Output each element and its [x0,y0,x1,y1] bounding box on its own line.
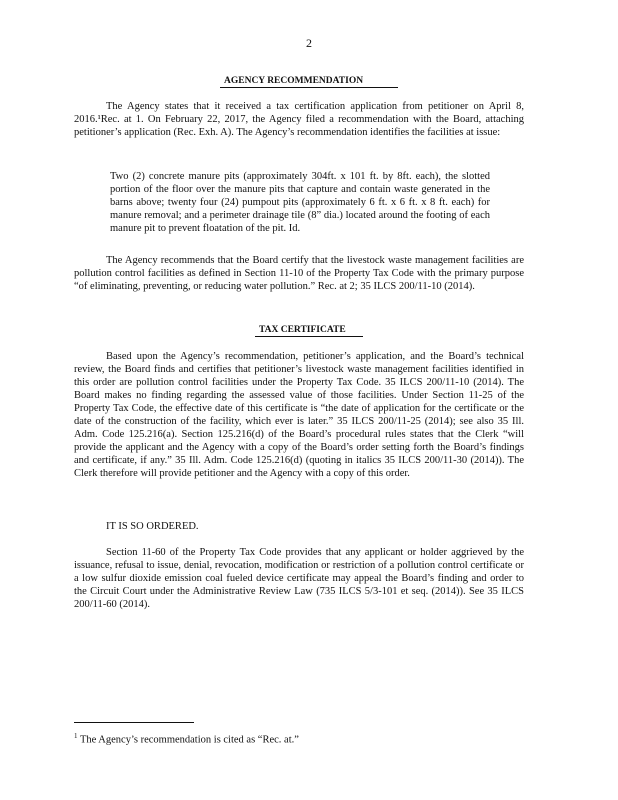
paragraph-agency-intro: The Agency states that it received a tax certification application from petitioner on April 8, 2016.¹Rec. at 1. On February 22, 2017, the Agency filed a recommendation with the Board, attaching petitioner’s application (Rec. Exh. A). The Agency’s recommendation identifies the facilities at issue: [74,101,524,138]
page-number: 2 [306,36,312,50]
footnote [74,730,544,747]
paragraph-appeal: Section 11-60 of the Property Tax Code provides that any applicant or holder aggrieved by the issuance, refusal to issue, denial, revocation, modification or restriction of a pollution control certificate or a low sulfur dioxide emission coal fueled device certificate may appeal the Board’s finding and order to the Circuit Court under the Administrative Review Law (735 ILCS 5/3-101 et seq. (2014)). See 35 ILCS 200/11-60 (2014). [74,547,524,610]
footnote-marker: 1 [74,732,78,740]
footnote-text: The Agency’s recommendation is cited as “Rec. at.” [79,734,299,746]
paragraph-agency-recommends: The Agency recommends that the Board certify that the livestock waste management facilities are pollution control facilities as defined in Section 11-10 of the Property Tax Code with the primary purpose “of eliminating, preventing, or reducing water pollution.” Rec. at 2; 35 ILCS 200/11-10 (2014). [74,255,524,292]
paragraph-tax-certificate: Based upon the Agency’s recommendation, petitioner’s application, and the Board’s technical review, the Board finds and certifies that petitioner’s livestock waste management facilities identified in this order are pollution control facilities under the Property Tax Code. 35 ILCS 200/11-10 (2014). The Board makes no finding regarding the assessed value of those facilities. Under Section 11-25 of the Property Tax Code, the effective date of this certificate is “the date of application for the certificate or the date of the construction of the facility, which ever is later.” 35 ILCS 200/11-25 (2014); see also 35 Ill. Adm. Code 125.216(a). Section 125.216(d) of the Board’s procedural rules states that the Clerk “will provide the applicant and the Agency with a copy of the Board’s order setting forth the Board’s findings and certificate, if any.” 35 Ill. Adm. Code 125.216(d) (quoting in italics 35 ILCS 200/11-30 (2014)). The Clerk therefore will provide petitioner and the Agency with a copy of this order. [74,351,524,479]
heading-tax-text: TAX CERTIFICATE [255,325,363,337]
heading-agency-recommendation [0,76,618,88]
block-quote-facilities: Two (2) concrete manure pits (approximately 304ft. x 101 ft. by 8ft. each), the slotted portion of the floor over the manure pits that capture and contain waste generated in the barns above; twenty four (24) pumpout pits (approximately 6 ft. x 6 ft. x 8 ft. each) for manure removal; and a perimeter drainage tile (8” dia.) located around the footing of each manure pit to prevent floatation of the pit. Id. [110,171,490,234]
heading-tax-certificate [0,325,618,337]
heading-agency-text: AGENCY RECOMMENDATION [220,76,398,88]
so-ordered: IT IS SO ORDERED. [106,521,199,532]
footnote-divider [74,722,194,723]
